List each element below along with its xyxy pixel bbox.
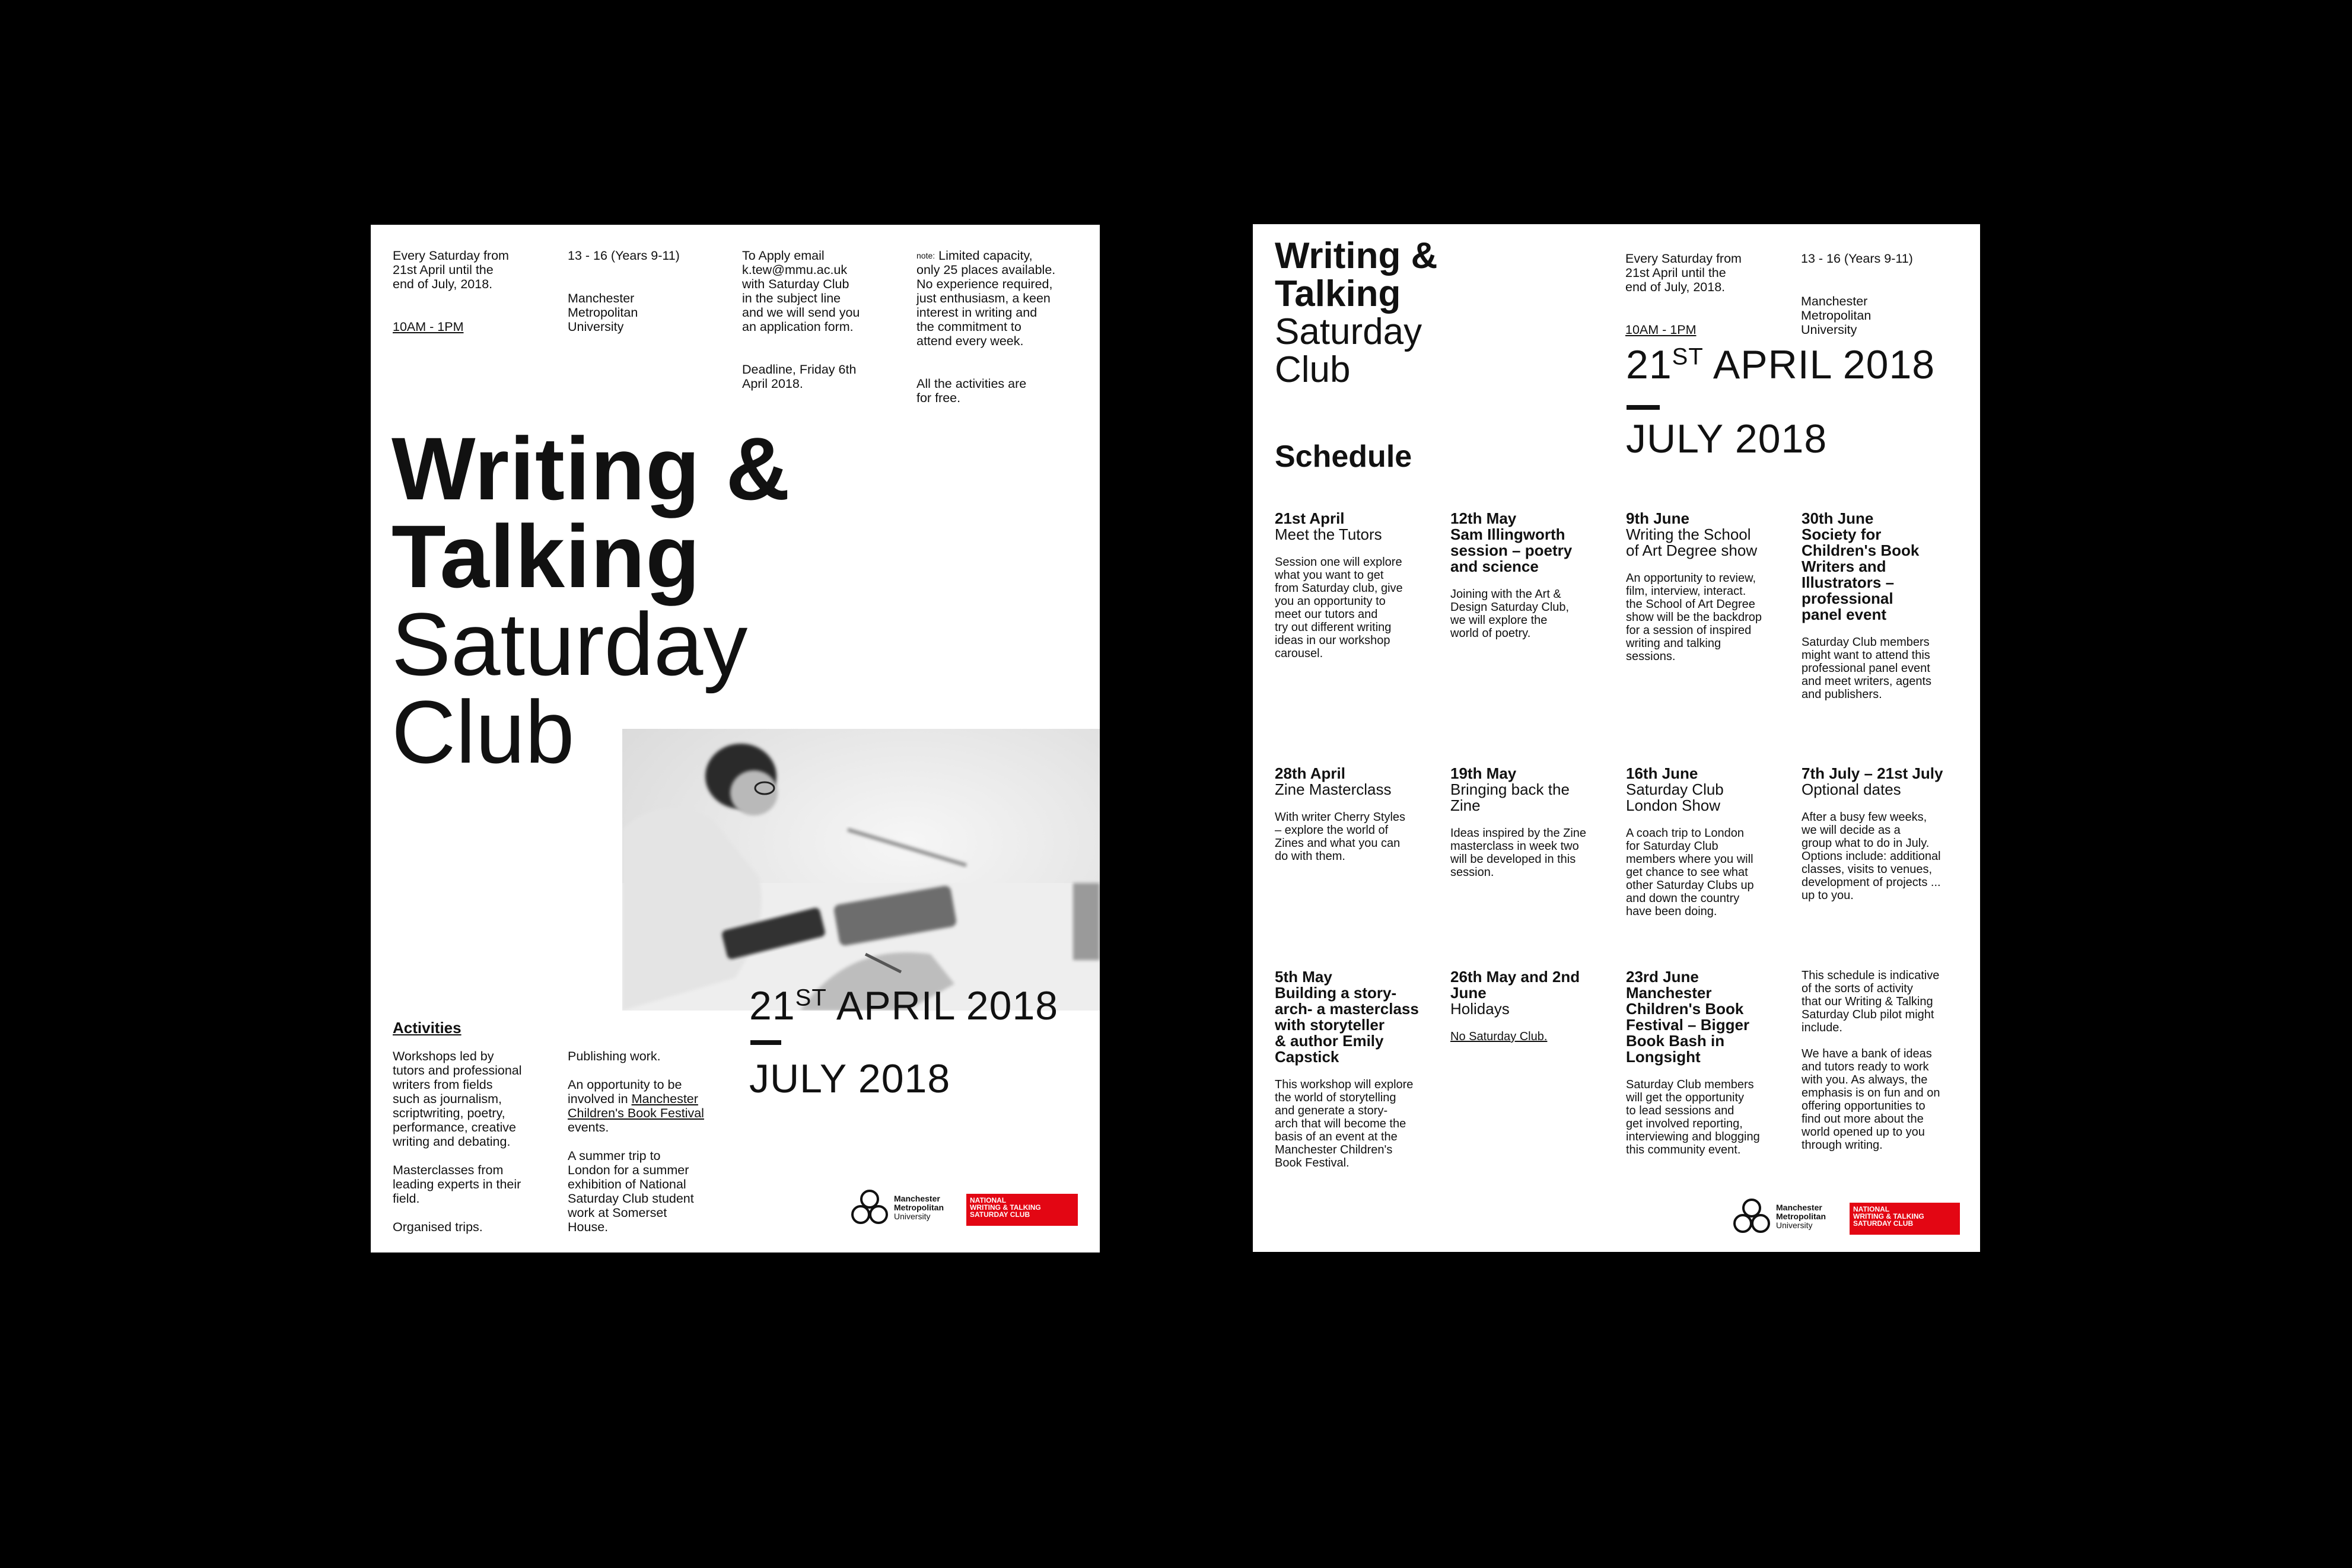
poster-note-label: note:: [916, 251, 935, 260]
poster-info-age: 13 - 16 (Years 9-11): [568, 248, 680, 263]
poster-info-dates: Every Saturday from 21st April until the end of July, 2018.: [393, 248, 509, 291]
schedule-info-time: 10AM - 1PM: [1625, 323, 1697, 337]
activities-col2-a: Publishing work. An opportunity to be involved in: [568, 1049, 682, 1106]
event-title: Optional dates: [1802, 780, 1901, 798]
schedule-subtitle-line2: Club: [1275, 349, 1351, 390]
event-card: [1275, 969, 1441, 1169]
event-title: Sam Illingworth session – poetry and science: [1450, 525, 1573, 575]
poster-date-start-day: 21: [749, 983, 795, 1028]
event-card: [1626, 766, 1792, 918]
schedule-date-start-rest: APRIL 2018: [1703, 342, 1936, 387]
poster-note-text: Limited capacity, only 25 places available. No experience required, just enthusiasm, a keen interest in writing and the commitment to attend every week.: [916, 248, 1056, 348]
poster-deadline: Deadline, Friday 6th April 2018.: [742, 362, 857, 391]
event-card: [1275, 511, 1441, 660]
event-card: [1802, 766, 1968, 902]
schedule-date-end: JULY 2018: [1626, 416, 1828, 461]
event-description: Joining with the Art & Design Saturday Club, we will explore the world of poetry.: [1450, 588, 1570, 640]
event-description: Session one will explore what you want to get from Saturday club, give you an opportunity to meet our tutors and try out different writing ideas in our workshop carousel.: [1275, 556, 1403, 660]
event-card: [1275, 766, 1441, 863]
schedule-info-location: [1801, 237, 1961, 351]
poster-info-apply: [742, 234, 908, 405]
event-card: [1450, 766, 1616, 879]
poster-info-note: [916, 234, 1094, 419]
schedule-info-place: Manchester Metropolitan University: [1801, 294, 1872, 337]
workshop-photo: [622, 729, 1100, 1011]
event-date: 16th June: [1626, 764, 1698, 782]
event-date: 21st April: [1275, 509, 1345, 527]
schedule-date-start-day: 21: [1626, 342, 1672, 387]
schedule-date-start-sup: ST: [1672, 343, 1704, 370]
event-card: [1626, 511, 1792, 663]
event-description: No Saturday Club.: [1450, 1030, 1548, 1043]
event-description: Saturday Club members might want to attend this professional panel event and meet writers, agents and publishers.: [1802, 636, 1931, 701]
poster-date-dash: [750, 1040, 781, 1045]
event-title: Bringing back the Zine: [1450, 780, 1570, 814]
event-title: Holidays: [1450, 1000, 1510, 1018]
event-description: Ideas inspired by the Zine masterclass in week two will be developed in this session.: [1450, 827, 1587, 879]
schedule-sheet: [1253, 224, 1980, 1252]
event-card: [1802, 511, 1968, 701]
poster-date-start-rest: APRIL 2018: [826, 983, 1059, 1028]
mmu-logo-text: [894, 1194, 944, 1221]
poster-title-line2: Talking: [392, 506, 701, 606]
mmu-logo: [1732, 1197, 1826, 1235]
poster-date-start-sup: ST: [795, 984, 827, 1011]
mmu-emblem-icon: [1732, 1197, 1771, 1235]
event-description: Saturday Club members will get the opportunity to lead sessions and get involved reporting, interviewing and blogging this community event.: [1626, 1078, 1760, 1156]
mmu-emblem-icon: [850, 1188, 889, 1226]
event-title: Building a story- arch- a masterclass with storyteller & author Emily Capstick: [1275, 984, 1419, 1066]
mmu-logo-text: [1776, 1203, 1826, 1230]
schedule-info-schedule: [1625, 237, 1786, 351]
mmu-logo-university: University: [1776, 1220, 1813, 1230]
schedule-heading: Schedule: [1275, 439, 1412, 474]
schedule-note: This schedule is indicative of the sorts of activity that our Writing & Talking Saturday Club pilot might include. We have a bank of ideas and tutors ready to work with you. As always, the emphasis is on fun and on offering opportunities to find out more about the world opened up to you through writing.: [1802, 969, 1940, 1152]
mmu-logo-name: Manchester Metropolitan: [1776, 1202, 1826, 1221]
poster-info-location: [568, 234, 728, 348]
poster-info-time: 10AM - 1PM: [393, 320, 464, 334]
poster-subtitle-line2: Club: [392, 682, 575, 782]
mmu-logo-name: Manchester Metropolitan: [894, 1193, 944, 1212]
event-date: 9th June: [1626, 509, 1689, 527]
event-card: [1626, 969, 1792, 1156]
event-card: [1450, 969, 1616, 1043]
event-title: Meet the Tutors: [1275, 525, 1382, 543]
event-title: Zine Masterclass: [1275, 780, 1392, 798]
schedule-title-line2: Talking: [1275, 273, 1401, 314]
event-title: Saturday Club London Show: [1626, 780, 1724, 814]
event-description: An opportunity to review, film, interview, interact. the School of Art Degree show will be the backdrop for a session of inspired writing and talking sessions.: [1626, 572, 1762, 663]
schedule-title-line1: Writing &: [1275, 235, 1438, 276]
event-description: A coach trip to London for Saturday Club members where you will get chance to see what other Saturday Clubs up and down the country have been doing.: [1626, 827, 1754, 918]
activities-col2-b: events. A summer trip to London for a summer exhibition of National Saturday Club student work at Somerset House.: [568, 1120, 694, 1234]
nwt-saturday-club-logo: NATIONAL WRITING & TALKING SATURDAY CLUB: [966, 1194, 1078, 1226]
mmu-logo-university: University: [894, 1211, 931, 1221]
poster-title: [392, 419, 791, 782]
festival-link[interactable]: Manchester Children's Book Festival: [568, 1092, 704, 1120]
poster-info-place: Manchester Metropolitan University: [568, 291, 638, 334]
poster-sheet: [371, 225, 1100, 1253]
event-date: 5th May: [1275, 968, 1332, 986]
event-date: 19th May: [1450, 764, 1517, 782]
event-date: 12th May: [1450, 509, 1517, 527]
poster-title-line1: Writing &: [392, 419, 791, 518]
event-date: 28th April: [1275, 764, 1345, 782]
event-title: Writing the School of Art Degree show: [1626, 525, 1758, 559]
activities-col1: Workshops led by tutors and professional writers from fields such as journalism, scriptwriting, poetry, performance, creative writing and debating. Masterclasses from leading experts in their field. Organised trips.: [393, 1049, 522, 1234]
poster-apply-text: To Apply email k.tew@mmu.ac.uk with Saturday Club in the subject line and we will send you an application form.: [742, 248, 860, 334]
poster-date-end: JULY 2018: [749, 1056, 951, 1101]
mmu-logo: [850, 1188, 944, 1226]
workshop-photo-image: [622, 729, 1100, 1011]
event-description: This workshop will explore the world of storytelling and generate a story- arch that will become the basis of an event at the Manchester Children's Book Festival.: [1275, 1078, 1414, 1169]
poster-date-start: [749, 984, 1058, 1027]
event-description: After a busy few weeks, we will decide as a group what to do in July. Options include: additional classes, visits to venues, development of projects ... up to you.: [1802, 811, 1941, 902]
schedule-info-age: 13 - 16 (Years 9-11): [1801, 251, 1913, 266]
schedule-date-dash: [1627, 405, 1660, 410]
poster-subtitle-line1: Saturday: [392, 594, 748, 694]
event-card: [1450, 511, 1616, 640]
schedule-info-dates: Every Saturday from 21st April until the end of July, 2018.: [1625, 251, 1742, 294]
poster-free: All the activities are for free.: [916, 377, 1027, 405]
event-date: 30th June: [1802, 509, 1874, 527]
event-date: 7th July – 21st July: [1802, 764, 1943, 782]
event-date: 26th May and 2nd June: [1450, 968, 1580, 1002]
event-title: Manchester Children's Book Festival – Bigger Book Bash in Longsight: [1626, 984, 1750, 1066]
event-description: With writer Cherry Styles – explore the world of Zines and what you can do with them.: [1275, 811, 1406, 863]
schedule-title: [1275, 237, 1437, 389]
activities-heading: Activities: [393, 1019, 462, 1037]
schedule-subtitle-line1: Saturday: [1275, 311, 1422, 352]
nwt-saturday-club-logo: NATIONAL WRITING & TALKING SATURDAY CLUB: [1850, 1203, 1960, 1235]
event-date: 23rd June: [1626, 968, 1699, 986]
activities-col2: [568, 1049, 740, 1234]
poster-info-schedule: [393, 234, 553, 348]
schedule-date-start: [1626, 343, 1935, 386]
event-title: Society for Children's Book Writers and Illustrators – professional panel event: [1802, 525, 1920, 623]
